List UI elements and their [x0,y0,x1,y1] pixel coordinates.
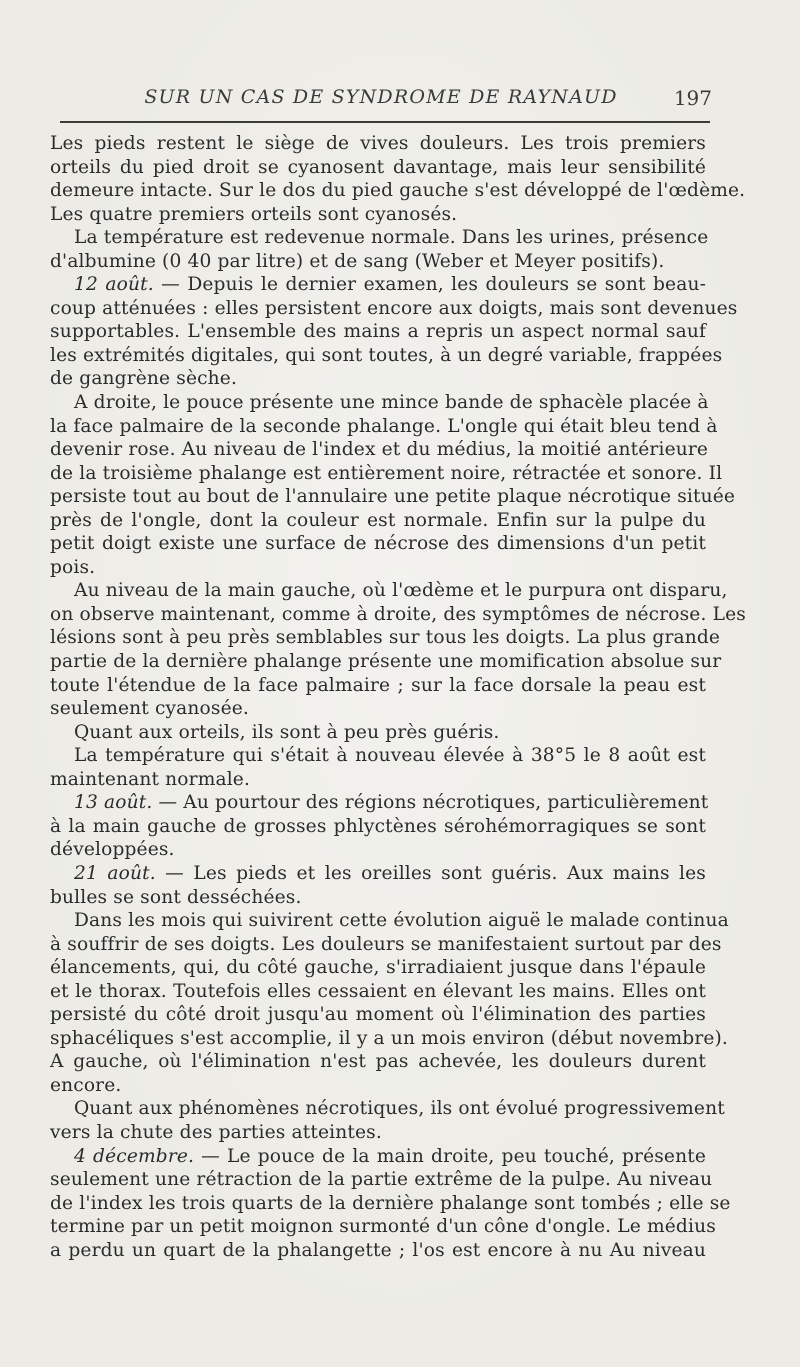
text-line: toute l'étendue de la face palmaire ; sur la face dorsale la peau est [50,674,706,696]
entry-date: 21 août. [74,862,156,884]
text-line: pois. [50,556,96,578]
text-line: A droite, le pouce présente une mince bande de sphacèle placée à [74,392,709,414]
text-line: à la main gauche de grosses phlyctènes sérohémorragiques se sont [50,815,706,837]
text-line: supportables. L'ensemble des mains a repris un aspect normal sauf [50,321,706,343]
text-segment: — Depuis le dernier examen, les douleurs se sont beau- [153,274,706,296]
text-line: bulles se sont desséchées. [50,886,302,908]
text-line: et le thorax. Toutefois elles cessaient en élevant les mains. Elles ont [50,980,706,1002]
text-line: Quant aux orteils, ils sont à peu près guéris. [74,721,500,743]
text-line: d'albumine (0 40 par litre) et de sang (Weber et Meyer positifs). [50,250,665,272]
entry-date: 12 août. [74,274,154,296]
text-line: encore. [50,1074,122,1096]
text-line: persisté du côté droit jusqu'au moment où l'élimination des parties [50,1004,706,1026]
text-line: a perdu un quart de la phalangette ; l'os est encore à nu Au niveau [50,1239,706,1261]
text-line [50,273,706,297]
text-line: on observe maintenant, comme à droite, des symptômes de nécrose. Les [50,603,746,625]
text-line: de l'index les trois quarts de la dernière phalange sont tombés ; elle se [50,1192,731,1214]
entry-date: 4 décembre. [74,1145,195,1167]
text-line: coup atténuées : elles persistent encore aux doigts, mais sont devenues [50,297,738,319]
text-line: de gangrène sèche. [50,368,238,390]
text-line: élancements, qui, du côté gauche, s'irradiaient jusque dans l'épaule [50,957,706,979]
text-line: les extrémités digitales, qui sont toutes, à un degré variable, frappées [50,344,723,366]
text-line: vers la chute des parties atteintes. [50,1121,382,1143]
text-line: devenir rose. Au niveau de l'index et du médius, la moitié antérieure [50,439,709,461]
text-line: Les quatre premiers orteils sont cyanosés. [50,203,458,225]
text-line: partie de la dernière phalange présente une momification absolue sur [50,651,722,673]
text-line [50,1145,706,1169]
entry-date: 13 août. [74,792,153,814]
text-line: persiste tout au bout de l'annulaire une petite plaque nécrotique située [50,486,736,508]
body-text [50,132,746,1262]
text-line: Dans les mois qui suivirent cette évolution aiguë le malade continua [74,910,729,932]
running-title: SUR UN CAS DE SYNDROME DE RAYNAUD [144,86,618,108]
text-line: lésions sont à peu près semblables sur tous les doigts. La plus grande [50,627,721,649]
text-line: petit doigt existe une surface de nécrose des dimensions d'un petit [50,533,706,555]
text-line: La température qui s'était à nouveau élevée à 38°5 le 8 août est [74,745,706,767]
text-segment: — Le pouce de la main droite, peu touché, présente [194,1145,706,1167]
text-line: seulement cyanosée. [50,698,249,720]
running-head [50,82,712,112]
text-line: seulement une rétraction de la partie extrême de la pulpe. Au niveau [50,1169,713,1191]
page-number: 197 [673,86,712,110]
text-line: Les pieds restent le siège de vives douleurs. Les trois premiers [50,133,706,154]
text-line: sphacéliques s'est accomplie, il y a un mois environ (début novembre). [50,1027,728,1049]
text-line: orteils du pied droit se cyanosent davantage, mais leur sensibilité [50,156,706,178]
text-line [50,862,706,886]
text-line: maintenant normale. [50,768,251,790]
header-rule [60,121,710,123]
text-line: A gauche, où l'élimination n'est pas achevée, les douleurs durent [50,1051,706,1073]
text-line: à souffrir de ses doigts. Les douleurs se manifestaient surtout par des [50,933,722,955]
text-line: près de l'ongle, dont la couleur est normale. Enfin sur la pulpe du [50,509,706,531]
text-line: la face palmaire de la seconde phalange. L'ongle qui était bleu tend à [50,415,718,437]
text-line: demeure intacte. Sur le dos du pied gauche s'est développé de l'œdème. [50,180,746,202]
text-line: Quant aux phénomènes nécrotiques, ils ont évolué progressivement [74,1098,725,1120]
text-line: développées. [50,839,175,861]
text-line [50,791,709,815]
text-line: Au niveau de la main gauche, où l'œdème et le purpura ont disparu, [74,580,728,602]
text-segment: — Les pieds et les oreilles sont guéris. Aux mains les [155,862,706,884]
text-line: de la troisième phalange est entièrement noire, rétractée et sonore. Il [50,462,723,484]
text-line: La température est redevenue normale. Dans les urines, présence [74,227,709,249]
text-segment: — Au pourtour des régions nécrotiques, particulièrement [152,792,709,814]
text-line: termine par un petit moignon surmonté d'un cône d'ongle. Le médius [50,1216,716,1238]
